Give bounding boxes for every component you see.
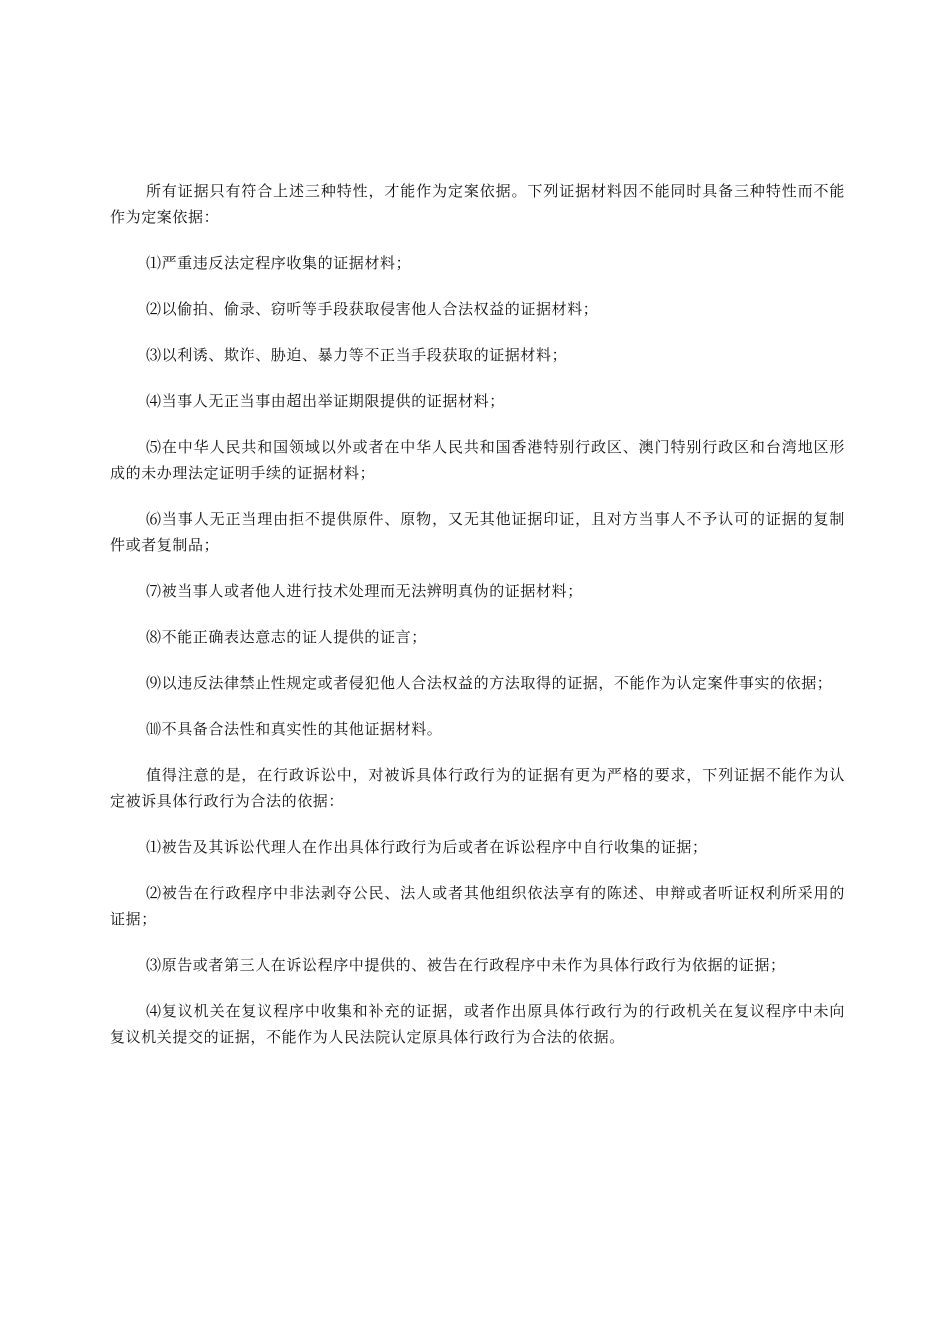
list-item: ⑻不能正确表达意志的证人提供的证言； bbox=[146, 628, 427, 646]
document-body bbox=[110, 178, 845, 1070]
intro-paragraph: 所有证据只有符合上述三种特性，才能作为定案依据。下列证据材料因不能同时具备三种特性而不能作为定案依据： bbox=[110, 182, 845, 226]
list-item: ⑹当事人无正当理由拒不提供原件、原物，又无其他证据印证，且对方当事人不予认可的证据的复制件或者复制品； bbox=[110, 510, 845, 554]
list-item: ⑶原告或者第三人在诉讼程序中提供的、被告在行政程序中未作为具体行政行为依据的证据； bbox=[146, 956, 786, 974]
list-item: ⑵被告在行政程序中非法剥夺公民、法人或者其他组织依法享有的陈述、申辩或者听证权利所采用的证据； bbox=[110, 884, 845, 928]
list-item: ⑶以利诱、欺诈、胁迫、暴力等不正当手段获取的证据材料； bbox=[146, 346, 568, 364]
list-item: ⑷当事人无正当事由超出举证期限提供的证据材料； bbox=[146, 392, 505, 410]
list-item: ⑴被告及其诉讼代理人在作出具体行政行为后或者在诉讼程序中自行收集的证据； bbox=[146, 838, 708, 856]
list-item: ⑼以违反法律禁止性规定或者侵犯他人合法权益的方法取得的证据，不能作为认定案件事实的依据； bbox=[146, 674, 833, 692]
list-item: ⑵以偷拍、偷录、窃听等手段获取侵害他人合法权益的证据材料； bbox=[146, 300, 599, 318]
list-item: ⑺被当事人或者他人进行技术处理而无法辨明真伪的证据材料； bbox=[146, 582, 583, 600]
list-item: ⑷复议机关在复议程序中收集和补充的证据，或者作出原具体行政行为的行政机关在复议程序中未向复议机关提交的证据，不能作为人民法院认定原具体行政行为合法的依据。 bbox=[110, 1002, 845, 1046]
note-paragraph: 值得注意的是，在行政诉讼中，对被诉具体行政行为的证据有更为严格的要求，下列证据不能作为认定被诉具体行政行为合法的依据： bbox=[110, 766, 845, 810]
list-item: ⑴严重违反法定程序收集的证据材料； bbox=[146, 254, 412, 272]
list-item: ⑽不具备合法性和真实性的其他证据材料。 bbox=[146, 720, 443, 738]
list-item: ⑸在中华人民共和国领域以外或者在中华人民共和国香港特别行政区、澳门特别行政区和台湾地区形成的未办理法定证明手续的证据材料； bbox=[110, 438, 845, 482]
